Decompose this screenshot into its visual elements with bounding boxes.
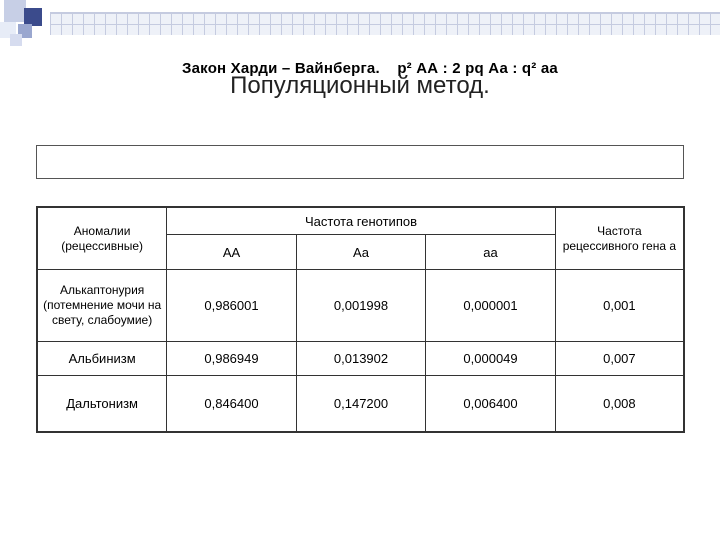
row-name: Алькаптонурия (потемнение мочи на свету, слабоумие) <box>37 270 167 342</box>
table-row <box>37 342 684 376</box>
cell-q: 0,008 <box>555 376 684 432</box>
table-row <box>37 376 684 432</box>
header-anomaly: Аномалии (рецессивные) <box>37 207 167 270</box>
table-header-row <box>37 207 684 235</box>
formula-text: p² АА : 2 pq Аа : q² аа <box>397 60 558 77</box>
header-Aa: Аа <box>296 235 426 270</box>
header-recessive-gene-symbol: а <box>669 238 677 253</box>
deco-square <box>10 34 22 46</box>
cell-aa: 0,000049 <box>426 342 556 376</box>
header-recessive-gene-frequency <box>555 207 684 270</box>
cell-AA: 0,986001 <box>167 270 297 342</box>
header-AA: АА <box>167 235 297 270</box>
empty-text-box <box>36 145 684 179</box>
row-name: Альбинизм <box>37 342 167 376</box>
cell-Aa: 0,013902 <box>296 342 426 376</box>
cell-q: 0,007 <box>555 342 684 376</box>
cell-aa: 0,006400 <box>426 376 556 432</box>
table-row <box>37 270 684 342</box>
cell-AA: 0,846400 <box>167 376 297 432</box>
deco-square <box>4 0 26 22</box>
slide-title: Популяционный метод. <box>230 72 490 99</box>
cell-AA: 0,986949 <box>167 342 297 376</box>
formula-prefix: Закон Харди – Вайнберга. <box>182 60 380 77</box>
genotype-frequency-table <box>36 206 685 433</box>
cell-Aa: 0,001998 <box>296 270 426 342</box>
decorative-grid-band <box>50 12 720 35</box>
cell-aa: 0,000001 <box>426 270 556 342</box>
cell-q: 0,001 <box>555 270 684 342</box>
header-recessive-gene-label: Частота рецессивного гена <box>562 223 667 253</box>
header-aa: аа <box>426 235 556 270</box>
cell-Aa: 0,147200 <box>296 376 426 432</box>
row-name: Дальтонизм <box>37 376 167 432</box>
header-genotype-frequency: Частота генотипов <box>167 207 556 235</box>
